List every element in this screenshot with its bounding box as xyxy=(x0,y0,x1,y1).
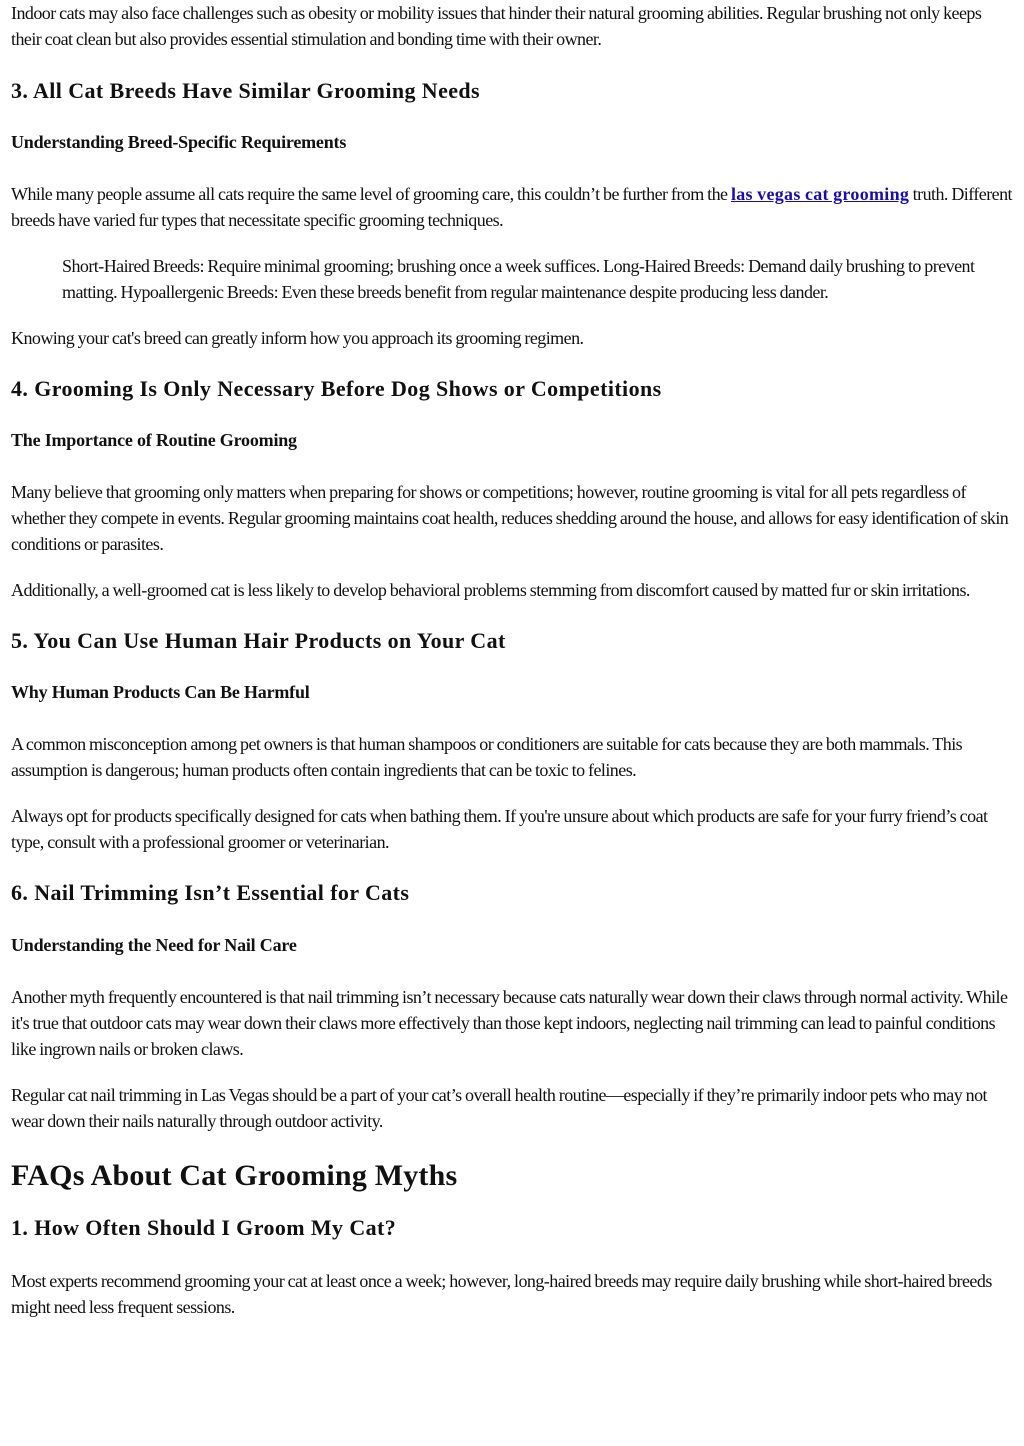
section-4-paragraph-1: Many believe that grooming only matters when preparing for shows or competitions; however, routine grooming is vital for all pets regardless of whether they compete in events. Regular grooming maintains coat health, reduces shedding around the house, and allows for easy identification of skin conditions or parasites. xyxy=(11,482,1009,554)
section-4-subheading: The Importance of Routine Grooming xyxy=(11,430,297,450)
faq-heading: FAQs About Cat Grooming Myths xyxy=(11,1159,458,1192)
section-3-subheading: Understanding Breed-Specific Requirements xyxy=(11,132,347,152)
las-vegas-cat-grooming-link[interactable]: las vegas cat grooming xyxy=(730,184,910,204)
section-6-paragraph-2: Regular cat nail trimming in Las Vegas should be a part of your cat’s overall health routine—especially if they’re primarily indoor pets who may not wear down their nails naturally through outdoor activity. xyxy=(11,1085,987,1131)
faq-answer-1: Most experts recommend grooming your cat at least once a week; however, long-haired breeds may require daily brushing while short-haired breeds might need less frequent sessions. xyxy=(11,1271,992,1317)
section-5-heading: 5. You Can Use Human Hair Products on Your Cat xyxy=(11,628,506,653)
section-6-subheading: Understanding the Need for Nail Care xyxy=(11,935,297,955)
section-5-paragraph-1: A common misconception among pet owners is that human shampoos or conditioners are suitable for cats because they are both mammals. This assumption is dangerous; human products often contain ingredients that can be toxic to felines. xyxy=(11,734,963,780)
section-3-paragraph-1-tail: truth. Different breeds have varied fur types that necessitate specific grooming techniques. xyxy=(11,184,1013,230)
section-3-heading: 3. All Cat Breeds Have Similar Grooming Needs xyxy=(11,78,480,103)
faq-question-1-heading: 1. How Often Should I Groom My Cat? xyxy=(11,1215,397,1240)
section-3-paragraph-1-lead: While many people assume all cats require the same level of grooming care, this couldn’t be further from the xyxy=(11,184,731,204)
breed-types-blockquote: Short-Haired Breeds: Require minimal grooming; brushing once a week suffices. Long-Haired Breeds: Demand daily brushing to prevent matting. Hypoallergenic Breeds: Even these breeds benefit from regular maintenance despite producing less dander. xyxy=(62,256,975,302)
section-4-paragraph-2: Additionally, a well-groomed cat is less likely to develop behavioral problems stemming from discomfort caused by matted fur or skin irritations. xyxy=(11,580,970,600)
section-5-paragraph-2: Always opt for products specifically designed for cats when bathing them. If you're unsure about which products are safe for your furry friend’s coat type, consult with a professional groomer or veterinarian. xyxy=(11,806,988,852)
section-4-heading: 4. Grooming Is Only Necessary Before Dog Shows or Competitions xyxy=(11,376,662,401)
intro-paragraph: Indoor cats may also face challenges such as obesity or mobility issues that hinder their natural grooming abilities. Regular brushing not only keeps their coat clean but also provides essential stimulation and bonding time with their owner. xyxy=(11,3,982,49)
section-3-paragraph-2: Knowing your cat's breed can greatly inform how you approach its grooming regimen. xyxy=(11,328,584,348)
section-5-subheading: Why Human Products Can Be Harmful xyxy=(11,682,310,702)
section-6-paragraph-1: Another myth frequently encountered is that nail trimming isn’t necessary because cats naturally wear down their claws through normal activity. While it's true that outdoor cats may wear down their claws more effectively than those kept indoors, neglecting nail trimming can lead to painful conditions like ingrown nails or broken claws. xyxy=(11,987,1008,1059)
section-6-heading: 6. Nail Trimming Isn’t Essential for Cats xyxy=(11,880,410,905)
section-3-paragraph-1 xyxy=(11,181,1013,233)
